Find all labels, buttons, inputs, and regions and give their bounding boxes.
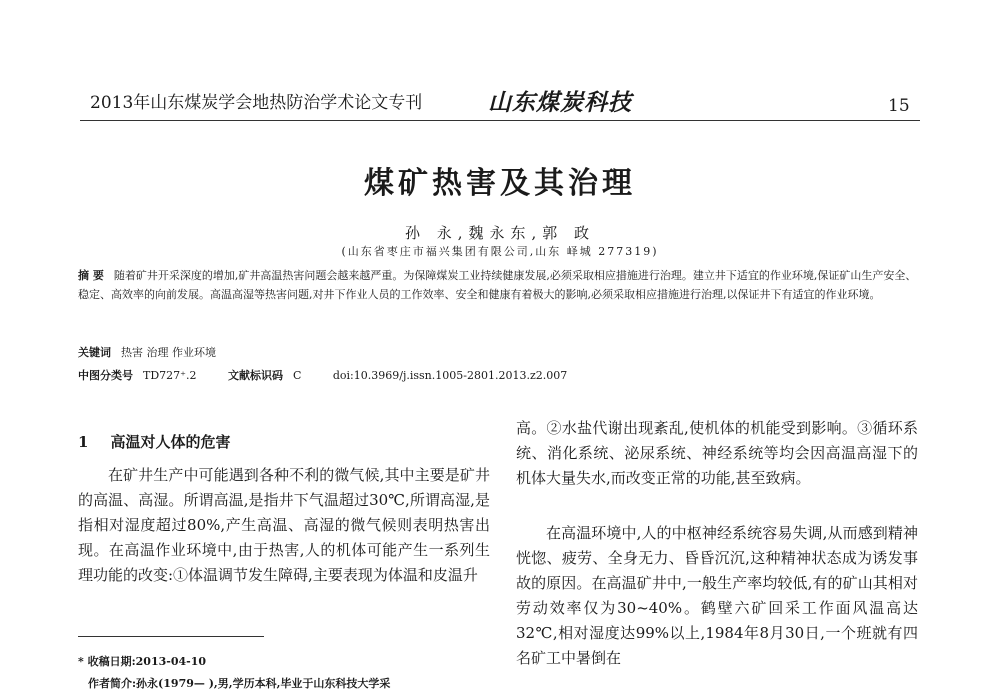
footnote-rule	[78, 636, 264, 637]
doi: doi:10.3969/j.issn.1005-2801.2013.z2.007	[332, 369, 568, 382]
section-number: 1	[78, 433, 89, 451]
body-paragraph-left: 在矿井生产中可能遇到各种不利的微气候,其中主要是矿井的高温、高湿。所谓高温,是指井下气温超过30℃,所谓高湿,是指相对湿度超过80%,产生高温、高湿的微气候则表明热害出现。在高温作业环境中,由于热害,人的机体可能产生一系列生理功能的改变:①体温调节发生障碍,主要表现为体温和皮温升	[78, 466, 490, 584]
doc-code-label: 文献标识码	[227, 369, 283, 382]
abstract-text: 随着矿井开采深度的增加,矿井高温热害问题会越来越严重。为保障煤炭工业持续健康发展,必须采取相应措施进行治理。建立井下适宜的作业环境,保证矿山生产安全、稳定、高效率的向前发展。高温高湿等热害问题,对井下作业人员的工作效率、安全和健康有着极大的影响,必须采取相应措施进行治理,以保证井下有适宜的作业环境。	[78, 269, 917, 301]
journal-brand-logo: 山东煤炭科技	[488, 89, 632, 116]
classification-line	[78, 367, 567, 383]
abstract-label: 摘 要	[78, 269, 104, 282]
body-paragraph-right-1: 高。②水盐代谢出现紊乱,使机体的机能受到影响。③循环系统、消化系统、泌尿系统、神经系统等均会因高温高湿下的机体大量失水,而改变正常的功能,甚至致病。	[516, 419, 918, 487]
footnote-author-bio: 作者简介:孙永(1979— ),男,学历本科,毕业于山东科技大学采	[88, 677, 391, 690]
page-number: 15	[888, 96, 910, 116]
keywords	[78, 344, 216, 360]
article-affiliation: (山东省枣庄市福兴集团有限公司,山东 峄城 277319)	[341, 245, 659, 258]
body-paragraph-right-2: 在高温环境中,人的中枢神经系统容易失调,从而感到精神恍惚、疲劳、全身无力、昏昏沉沉,这种精神状态成为诱发事故的原因。在高温矿井中,一般生产率均较低,有的矿山其相对劳动效率仅为30~40%。鹤壁六矿回采工作面风温高达32℃,相对湿度达99%以上,1984年8月30日,一个班就有四名矿工中暑倒在	[516, 524, 918, 667]
header-rule	[80, 120, 920, 121]
article-title: 煤矿热害及其治理	[364, 166, 636, 201]
clc-value: TD727⁺.2	[143, 369, 197, 382]
clc-label: 中图分类号	[78, 369, 133, 382]
section-title: 高温对人体的危害	[110, 433, 231, 451]
section-heading	[78, 431, 230, 452]
abstract	[78, 266, 918, 304]
keywords-label: 关键词	[78, 346, 111, 359]
journal-header: 2013年山东煤炭学会地热防治学术论文专刊	[90, 93, 423, 113]
footnote-received-date: * 收稿日期:2013-04-10	[78, 655, 207, 668]
article-authors: 孙 永,魏永东,郭 政	[404, 224, 596, 242]
keywords-text: 热害 治理 作业环境	[121, 346, 216, 359]
doc-code-value: C	[292, 369, 302, 382]
